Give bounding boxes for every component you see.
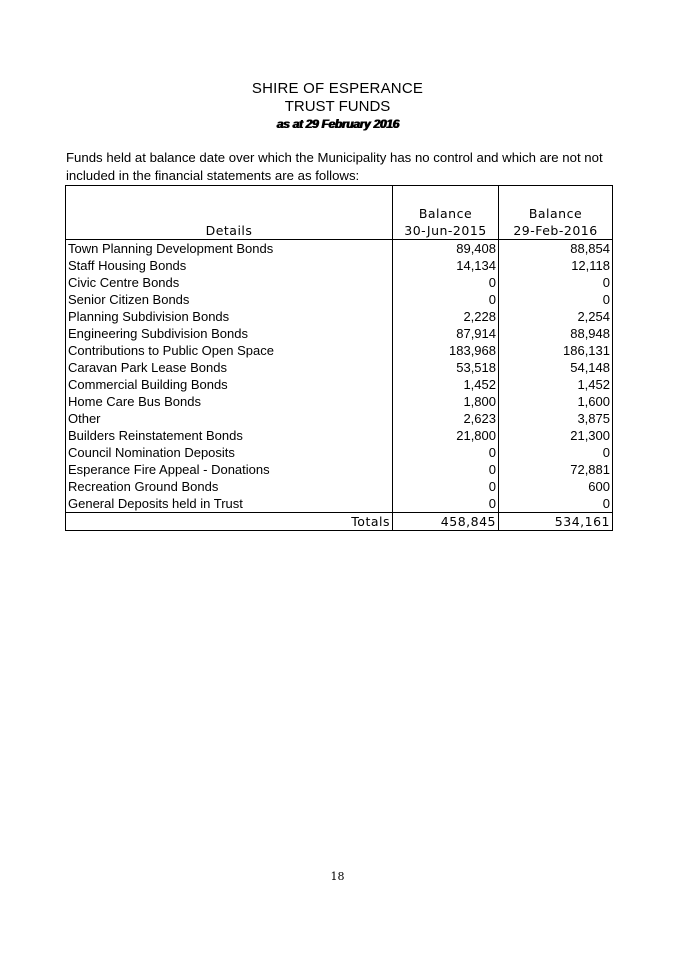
fund-name: Commercial Building Bonds bbox=[66, 376, 393, 393]
balance-2015: 183,968 bbox=[393, 342, 499, 359]
table-row bbox=[66, 308, 613, 325]
fund-name: Engineering Subdivision Bonds bbox=[66, 325, 393, 342]
header-details-spacer bbox=[66, 186, 393, 223]
balance-2015: 89,408 bbox=[393, 240, 499, 258]
table-row bbox=[66, 342, 613, 359]
balance-2015: 53,518 bbox=[393, 359, 499, 376]
balance-2015: 0 bbox=[393, 495, 499, 513]
fund-name: Esperance Fire Appeal - Donations bbox=[66, 461, 393, 478]
balance-2016: 0 bbox=[499, 495, 613, 513]
table-row bbox=[66, 325, 613, 342]
balance-2016: 3,875 bbox=[499, 410, 613, 427]
balance-2015: 0 bbox=[393, 444, 499, 461]
balance-2015: 87,914 bbox=[393, 325, 499, 342]
table-row bbox=[66, 376, 613, 393]
table-header-row bbox=[66, 222, 613, 240]
balance-2015: 1,800 bbox=[393, 393, 499, 410]
table-row bbox=[66, 359, 613, 376]
balance-2016: 72,881 bbox=[499, 461, 613, 478]
balance-2016: 0 bbox=[499, 291, 613, 308]
header-details: Details bbox=[66, 222, 393, 240]
table-row bbox=[66, 444, 613, 461]
balance-2016: 0 bbox=[499, 444, 613, 461]
fund-name: Town Planning Development Bonds bbox=[66, 240, 393, 258]
page-title: TRUST FUNDS bbox=[284, 98, 391, 115]
balance-2016: 12,118 bbox=[499, 257, 613, 274]
table-row bbox=[66, 427, 613, 444]
balance-2016: 88,948 bbox=[499, 325, 613, 342]
fund-name: Planning Subdivision Bonds bbox=[66, 308, 393, 325]
table-row bbox=[66, 495, 613, 513]
fund-name: Home Care Bus Bonds bbox=[66, 393, 393, 410]
table-row bbox=[66, 410, 613, 427]
totals-label: Totals bbox=[66, 513, 393, 531]
balance-2015: 21,800 bbox=[393, 427, 499, 444]
date-subtitle: as at 29 February 2016 bbox=[276, 117, 399, 131]
balance-2016: 21,300 bbox=[499, 427, 613, 444]
table-row bbox=[66, 291, 613, 308]
header-balance-2016-date: 29-Feb-2016 bbox=[499, 222, 613, 240]
balance-2015: 2,228 bbox=[393, 308, 499, 325]
page-number: 18 bbox=[330, 870, 345, 883]
table-row bbox=[66, 240, 613, 258]
balance-2016: 600 bbox=[499, 478, 613, 495]
table-row bbox=[66, 461, 613, 478]
balance-2016: 88,854 bbox=[499, 240, 613, 258]
total-2015: 458,845 bbox=[393, 513, 499, 531]
balance-2016: 54,148 bbox=[499, 359, 613, 376]
total-2016: 534,161 bbox=[499, 513, 613, 531]
fund-name: Other bbox=[66, 410, 393, 427]
org-name: SHIRE OF ESPERANCE bbox=[251, 80, 424, 97]
fund-name: Recreation Ground Bonds bbox=[66, 478, 393, 495]
balance-2015: 0 bbox=[393, 274, 499, 291]
fund-name: Staff Housing Bonds bbox=[66, 257, 393, 274]
balance-2015: 0 bbox=[393, 461, 499, 478]
header-balance-2016-label: Balance bbox=[499, 186, 613, 223]
header-balance-2015-date: 30-Jun-2015 bbox=[393, 222, 499, 240]
intro-paragraph: Funds held at balance date over which the Municipality has no control and which are not not included in the financial statements are as follows: bbox=[66, 150, 603, 183]
balance-2016: 1,600 bbox=[499, 393, 613, 410]
balance-2015: 2,623 bbox=[393, 410, 499, 427]
header-balance-2015-label: Balance bbox=[393, 186, 499, 223]
fund-name: Builders Reinstatement Bonds bbox=[66, 427, 393, 444]
balance-2016: 0 bbox=[499, 274, 613, 291]
balance-2016: 2,254 bbox=[499, 308, 613, 325]
table-header-row bbox=[66, 186, 613, 223]
table-row bbox=[66, 274, 613, 291]
balance-2015: 1,452 bbox=[393, 376, 499, 393]
fund-name: Council Nomination Deposits bbox=[66, 444, 393, 461]
fund-name: Senior Citizen Bonds bbox=[66, 291, 393, 308]
fund-name: Civic Centre Bonds bbox=[66, 274, 393, 291]
balance-2015: 14,134 bbox=[393, 257, 499, 274]
table-row bbox=[66, 478, 613, 495]
balance-2016: 1,452 bbox=[499, 376, 613, 393]
trust-funds-table bbox=[65, 185, 613, 531]
fund-name: Caravan Park Lease Bonds bbox=[66, 359, 393, 376]
table-row bbox=[66, 393, 613, 410]
balance-2015: 0 bbox=[393, 291, 499, 308]
balance-2015: 0 bbox=[393, 478, 499, 495]
totals-row bbox=[66, 513, 613, 531]
fund-name: Contributions to Public Open Space bbox=[66, 342, 393, 359]
table-row bbox=[66, 257, 613, 274]
balance-2016: 186,131 bbox=[499, 342, 613, 359]
fund-name: General Deposits held in Trust bbox=[66, 495, 393, 513]
